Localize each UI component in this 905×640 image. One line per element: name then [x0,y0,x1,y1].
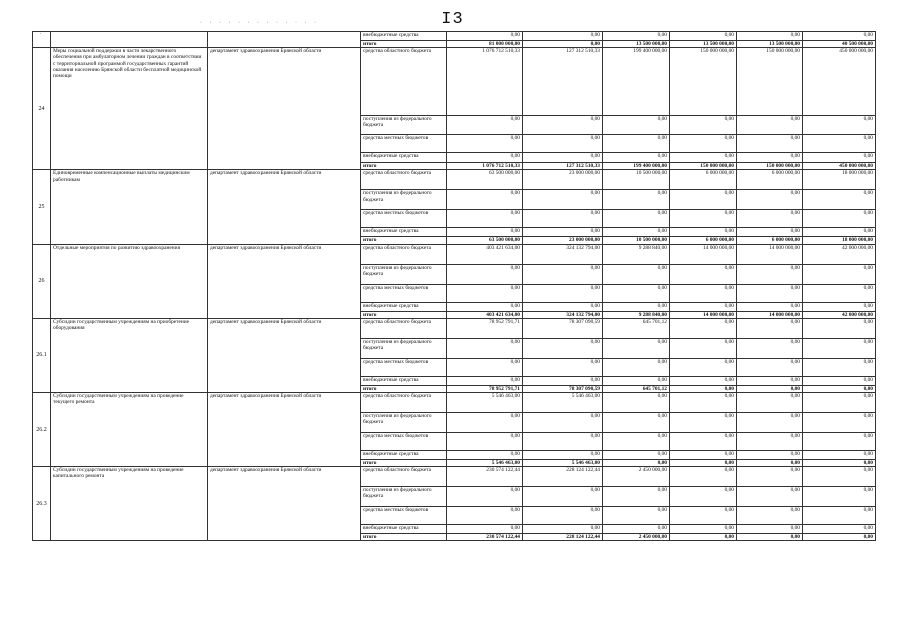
funding-source: средства местных бюджетов [361,210,447,228]
amount-cell: 0,00 [447,433,523,451]
funding-source: итого [361,311,447,318]
amount-cell: 0,00 [603,264,670,284]
funding-source: средства местных бюджетов [361,507,447,525]
funding-source: итого [361,163,447,170]
funding-source: средства местных бюджетов [361,358,447,376]
amount-cell: 13 500 000,00 [603,41,670,48]
executor: департамент здравоохранения Брянской области [208,467,361,541]
amount-cell: 14 000 000,00 [737,311,803,318]
amount-cell: 0,00 [447,507,523,525]
amount-cell: 0,00 [803,393,876,413]
amount-cell: 0,00 [447,413,523,433]
table-row [33,244,876,264]
amount-cell: 324 132 794,00 [523,244,603,264]
amount-cell: 0,00 [803,507,876,525]
funding-source: средства областного бюджета [361,393,447,413]
amount-cell: 0,00 [670,338,737,358]
amount-cell: 0,00 [603,116,670,135]
funding-source: поступления из федерального бюджета [361,338,447,358]
amount-cell: 0,00 [603,451,670,460]
amount-cell: 0,00 [523,210,603,228]
amount-cell: 0,00 [523,32,603,41]
amount-cell: 0,00 [737,116,803,135]
amount-cell: 2 450 000,00 [603,534,670,541]
amount-cell: 0,00 [737,467,803,487]
funding-source: итого [361,385,447,392]
amount-cell: 0,00 [803,487,876,507]
amount-cell: 0,00 [447,451,523,460]
funding-source: поступления из федерального бюджета [361,116,447,135]
funding-source: поступления из федерального бюджета [361,487,447,507]
amount-cell: 9 288 840,00 [603,311,670,318]
amount-cell: 0,00 [447,264,523,284]
amount-cell: 0,00 [523,116,603,135]
amount-cell: 127 312 510,33 [523,163,603,170]
row-number [33,32,51,48]
amount-cell: 6 000 000,00 [670,237,737,244]
amount-cell: 0,00 [670,451,737,460]
table-row [33,48,876,116]
amount-cell: 228 124 122,44 [523,467,603,487]
table-row [33,318,876,338]
funding-source: внебюджетные средства [361,32,447,41]
funding-source: средства областного бюджета [361,170,447,190]
funding-source: средства местных бюджетов [361,135,447,153]
amount-cell: 0,00 [737,338,803,358]
amount-cell: 0,00 [803,525,876,534]
amount-cell: 0,00 [803,264,876,284]
amount-cell: 0,00 [737,487,803,507]
measure-name: Меры социальной поддержки в части лекарственного обеспечения при амбулаторном лечении граждан в соответствии с территориальной программой государственных гарантий оказания населению Брянской области бесплатной медицинской помощи [51,48,208,170]
amount-cell: 0,00 [603,153,670,163]
amount-cell: 78 952 791,71 [447,385,523,392]
amount-cell: 230 574 122,44 [447,534,523,541]
amount-cell: 6 000 000,00 [737,237,803,244]
amount-cell: 0,00 [803,32,876,41]
amount-cell: 0,00 [670,116,737,135]
amount-cell: 0,00 [603,393,670,413]
amount-cell: 0,00 [803,460,876,467]
amount-cell: 150 000 000,00 [737,163,803,170]
amount-cell: 42 000 000,00 [803,311,876,318]
measure-name: Субсидии государственным учреждениям на проведение капитального ремонта [51,467,208,541]
amount-cell: 645 701,12 [603,318,670,338]
amount-cell: 5 546 463,00 [447,460,523,467]
amount-cell: 0,00 [803,451,876,460]
amount-cell: 78 307 090,59 [523,385,603,392]
amount-cell: 0,00 [737,318,803,338]
funding-source: средства местных бюджетов [361,284,447,302]
amount-cell: 2 450 000,00 [603,467,670,487]
amount-cell: 14 000 000,00 [670,244,737,264]
executor: департамент здравоохранения Брянской области [208,244,361,318]
amount-cell: 150 000 000,00 [670,163,737,170]
amount-cell: 0,00 [447,338,523,358]
funding-source: средства областного бюджета [361,48,447,116]
amount-cell: 0,00 [603,302,670,311]
executor: департамент здравоохранения Брянской области [208,318,361,392]
amount-cell: 0,00 [447,32,523,41]
funding-source: средства областного бюджета [361,467,447,487]
amount-cell: 0,00 [447,190,523,210]
amount-cell: 0,00 [603,358,670,376]
row-number: 26.2 [33,393,51,467]
funding-source: итого [361,534,447,541]
amount-cell: 0,00 [737,264,803,284]
amount-cell: 0,00 [803,116,876,135]
amount-cell: 0,00 [447,487,523,507]
amount-cell: 0,00 [447,228,523,237]
amount-cell: 0,00 [737,525,803,534]
amount-cell: 0,00 [670,376,737,385]
funding-source: внебюджетные средства [361,302,447,311]
amount-cell: 0,00 [523,376,603,385]
budget-table-container [32,31,875,541]
amount-cell: 0,00 [803,467,876,487]
amount-cell: 23 000 000,00 [523,170,603,190]
amount-cell: 0,00 [670,228,737,237]
amount-cell: 0,00 [523,487,603,507]
amount-cell: 0,00 [603,210,670,228]
funding-source: итого [361,460,447,467]
amount-cell: 450 000 000,00 [803,163,876,170]
amount-cell: 0,00 [737,135,803,153]
scan-artifact-dots: · · · · · · · · · · · · · [200,20,319,26]
amount-cell: 0,00 [447,376,523,385]
amount-cell: 0,00 [603,507,670,525]
amount-cell: 0,00 [603,190,670,210]
amount-cell: 0,00 [737,376,803,385]
amount-cell: 150 000 000,00 [670,48,737,116]
row-number: 26.1 [33,318,51,392]
amount-cell: 0,00 [737,210,803,228]
amount-cell: 0,00 [803,385,876,392]
amount-cell: 9 288 840,00 [603,244,670,264]
amount-cell: 0,00 [447,116,523,135]
amount-cell: 228 124 122,44 [523,534,603,541]
amount-cell: 0,00 [523,264,603,284]
amount-cell: 0,00 [523,358,603,376]
funding-source: средства областного бюджета [361,244,447,264]
row-number: 26 [33,244,51,318]
amount-cell: 0,00 [803,302,876,311]
amount-cell: 0,00 [803,433,876,451]
amount-cell: 78 952 791,71 [447,318,523,338]
amount-cell: 0,00 [803,318,876,338]
table-row [33,467,876,487]
amount-cell: 0,00 [803,135,876,153]
amount-cell: 0,00 [670,284,737,302]
executor: департамент здравоохранения Брянской области [208,170,361,244]
funding-source: поступления из федерального бюджета [361,413,447,433]
amount-cell: 6 000 000,00 [670,170,737,190]
amount-cell: 0,00 [803,413,876,433]
amount-cell: 0,00 [737,228,803,237]
amount-cell: 14 000 000,00 [670,311,737,318]
amount-cell: 0,00 [603,433,670,451]
amount-cell: 0,00 [447,302,523,311]
amount-cell: 23 000 000,00 [523,237,603,244]
amount-cell: 0,00 [803,284,876,302]
amount-cell: 0,00 [523,525,603,534]
amount-cell: 0,00 [803,190,876,210]
amount-cell: 0,00 [803,338,876,358]
amount-cell: 0,00 [670,153,737,163]
amount-cell: 0,00 [670,433,737,451]
amount-cell: 0,00 [803,534,876,541]
amount-cell: 0,00 [603,338,670,358]
amount-cell: 403 421 634,00 [447,244,523,264]
amount-cell: 0,00 [523,284,603,302]
amount-cell: 645 701,12 [603,385,670,392]
amount-cell: 0,00 [737,413,803,433]
row-number: 26.3 [33,467,51,541]
funding-source: средства областного бюджета [361,318,447,338]
amount-cell: 0,00 [670,534,737,541]
funding-source: внебюджетные средства [361,451,447,460]
amount-cell: 0,00 [603,376,670,385]
amount-cell: 150 000 000,00 [737,48,803,116]
amount-cell: 0,00 [523,153,603,163]
amount-cell: 0,00 [737,460,803,467]
amount-cell: 0,00 [670,487,737,507]
funding-source: внебюджетные средства [361,376,447,385]
amount-cell: 0,00 [737,507,803,525]
amount-cell: 0,00 [670,210,737,228]
amount-cell: 0,00 [670,302,737,311]
amount-cell: 0,00 [447,153,523,163]
amount-cell: 0,00 [447,525,523,534]
amount-cell: 0,00 [603,525,670,534]
funding-source: внебюджетные средства [361,228,447,237]
amount-cell: 0,00 [670,264,737,284]
amount-cell: 42 000 000,00 [803,244,876,264]
amount-cell: 0,00 [737,393,803,413]
amount-cell: 0,00 [670,32,737,41]
amount-cell: 0,00 [670,358,737,376]
amount-cell: 78 307 090,59 [523,318,603,338]
amount-cell: 6 000 000,00 [737,170,803,190]
amount-cell: 0,00 [603,460,670,467]
amount-cell: 14 000 000,00 [737,244,803,264]
amount-cell: 0,00 [670,460,737,467]
amount-cell: 0,00 [670,507,737,525]
amount-cell: 63 500 000,00 [447,170,523,190]
amount-cell: 0,00 [670,413,737,433]
amount-cell: 0,00 [523,228,603,237]
amount-cell: 0,00 [447,210,523,228]
row-number: 25 [33,170,51,244]
amount-cell: 18 000 000,00 [803,237,876,244]
amount-cell: 81 000 000,00 [447,41,523,48]
amount-cell: 0,00 [523,338,603,358]
amount-cell: 10 500 000,00 [603,170,670,190]
amount-cell: 0,00 [670,467,737,487]
amount-cell: 199 400 000,00 [603,48,670,116]
amount-cell: 0,00 [737,190,803,210]
amount-cell: 0,00 [737,32,803,41]
amount-cell: 0,00 [603,284,670,302]
amount-cell: 0,00 [737,302,803,311]
funding-source: поступления из федерального бюджета [361,190,447,210]
amount-cell: 5 546 463,00 [447,393,523,413]
amount-cell: 5 546 463,00 [523,393,603,413]
amount-cell: 0,00 [737,284,803,302]
amount-cell: 5 546 463,00 [523,460,603,467]
amount-cell: 0,00 [737,385,803,392]
amount-cell: 403 421 634,00 [447,311,523,318]
amount-cell: 0,00 [737,358,803,376]
amount-cell: 0,00 [603,32,670,41]
measure-name: Единовременные компенсационные выплаты медицинским работникам [51,170,208,244]
funding-source: внебюджетные средства [361,153,447,163]
amount-cell: 0,00 [803,376,876,385]
amount-cell: 0,00 [603,413,670,433]
amount-cell: 0,00 [737,451,803,460]
amount-cell: 10 500 000,00 [603,237,670,244]
amount-cell: 63 500 000,00 [447,237,523,244]
amount-cell: 0,00 [523,41,603,48]
funding-source: поступления из федерального бюджета [361,264,447,284]
amount-cell: 13 500 000,00 [670,41,737,48]
measure-name: Отдельные мероприятия по развитию здравоохранения [51,244,208,318]
amount-cell: 0,00 [670,393,737,413]
funding-source: итого [361,237,447,244]
amount-cell: 0,00 [447,358,523,376]
funding-source: итого [361,41,447,48]
amount-cell: 0,00 [737,433,803,451]
amount-cell: 1 076 712 510,33 [447,48,523,116]
amount-cell: 0,00 [523,413,603,433]
executor: департамент здравоохранения Брянской области [208,393,361,467]
amount-cell: 0,00 [670,385,737,392]
amount-cell: 18 000 000,00 [803,170,876,190]
amount-cell: 0,00 [803,210,876,228]
amount-cell: 0,00 [737,153,803,163]
amount-cell: 0,00 [603,487,670,507]
table-row [33,32,876,41]
executor: департамент здравоохранения Брянской области [208,48,361,170]
amount-cell: 0,00 [523,135,603,153]
amount-cell: 0,00 [670,135,737,153]
measure-name [51,32,208,48]
amount-cell: 0,00 [523,451,603,460]
amount-cell: 0,00 [803,228,876,237]
amount-cell: 40 500 000,00 [803,41,876,48]
amount-cell: 0,00 [523,433,603,451]
budget-table-body [33,32,876,541]
scan-artifact-mark: . [40,30,42,36]
funding-source: внебюджетные средства [361,525,447,534]
amount-cell: 0,00 [737,534,803,541]
amount-cell: 0,00 [603,228,670,237]
amount-cell: 0,00 [447,284,523,302]
table-row [33,170,876,190]
amount-cell: 0,00 [670,190,737,210]
funding-source: средства местных бюджетов [361,433,447,451]
amount-cell: 0,00 [803,358,876,376]
amount-cell: 0,00 [523,190,603,210]
budget-table [32,31,876,541]
amount-cell: 0,00 [670,525,737,534]
amount-cell: 230 574 122,44 [447,467,523,487]
table-row [33,393,876,413]
amount-cell: 0,00 [603,135,670,153]
amount-cell: 0,00 [670,318,737,338]
amount-cell: 1 076 712 510,33 [447,163,523,170]
amount-cell: 127 312 510,33 [523,48,603,116]
amount-cell: 450 000 000,00 [803,48,876,116]
amount-cell: 0,00 [447,135,523,153]
page-number: I3 [441,10,464,29]
amount-cell: 0,00 [523,507,603,525]
executor [208,32,361,48]
amount-cell: 199 400 000,00 [603,163,670,170]
amount-cell: 0,00 [803,153,876,163]
amount-cell: 0,00 [523,302,603,311]
measure-name: Субсидии государственным учреждениям на проведение текущего ремонта [51,393,208,467]
amount-cell: 13 500 000,00 [737,41,803,48]
row-number: 24 [33,48,51,170]
measure-name: Субсидии государственным учреждениям на приобретение оборудования [51,318,208,392]
amount-cell: 324 132 794,00 [523,311,603,318]
